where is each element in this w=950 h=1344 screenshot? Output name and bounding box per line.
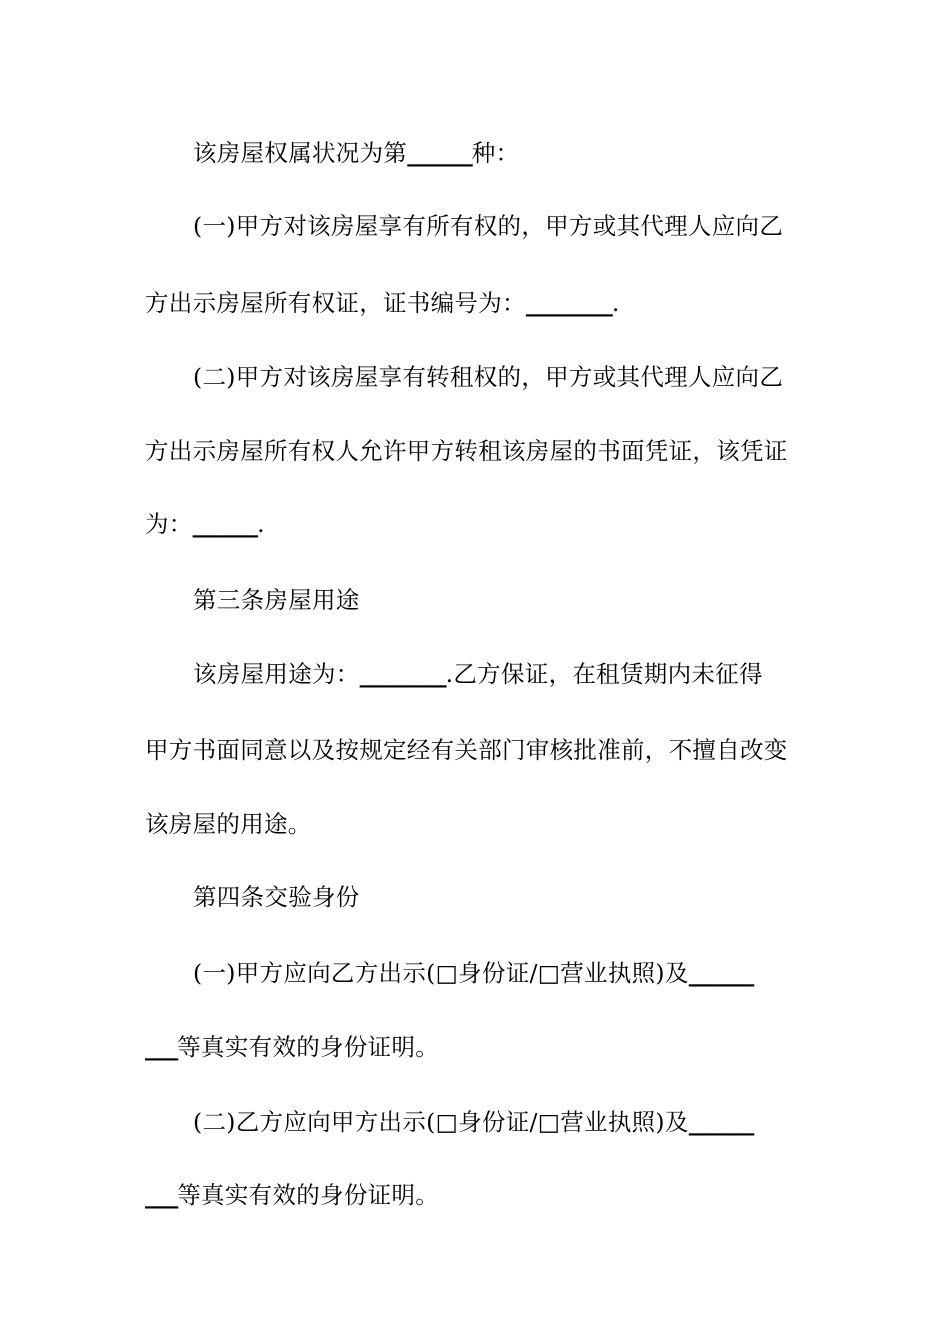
fill-blank[interactable]: ___ bbox=[145, 1181, 178, 1209]
fill-blank[interactable]: ________ bbox=[525, 289, 612, 317]
text: (一)甲方应向乙方出示(□身份证/□营业执照)及 bbox=[193, 959, 689, 987]
section-heading-article-3 bbox=[193, 580, 818, 620]
fill-blank[interactable]: ___ bbox=[145, 1033, 178, 1061]
paragraph-usage-cont bbox=[145, 730, 815, 770]
paragraph-ownership-item-2 bbox=[193, 357, 818, 397]
text: 第四条交验身份 bbox=[193, 883, 360, 911]
text: (二)甲方对该房屋享有转租权的，甲方或其代理人应向乙 bbox=[193, 363, 784, 391]
text: (一)甲方对该房屋享有所有权的，甲方或其代理人应向乙 bbox=[193, 212, 784, 240]
paragraph-ownership-item-1-cont bbox=[145, 283, 815, 323]
text: 为： bbox=[145, 510, 193, 538]
text: 方出示房屋所有权人允许甲方转租该房屋的书面凭证，该凭证 bbox=[145, 437, 788, 465]
paragraph-ownership-item-1 bbox=[193, 206, 818, 246]
paragraph-usage-end bbox=[145, 804, 815, 844]
fill-blank[interactable]: ________ bbox=[359, 660, 446, 688]
text: 该房屋的用途。 bbox=[145, 810, 312, 838]
paragraph-identity-item-1 bbox=[193, 953, 818, 993]
text: 方出示房屋所有权证，证书编号为： bbox=[145, 289, 526, 317]
fill-blank[interactable]: ______ bbox=[192, 510, 258, 538]
text: 种： bbox=[471, 139, 520, 167]
text: . bbox=[257, 510, 265, 538]
paragraph-identity-item-1-cont bbox=[145, 1027, 815, 1067]
paragraph-usage bbox=[193, 654, 818, 694]
fill-blank[interactable]: ______ bbox=[688, 959, 754, 987]
paragraph-identity-item-2 bbox=[193, 1102, 818, 1142]
text: . bbox=[611, 289, 620, 317]
text: 该房屋权属状况为第 bbox=[193, 139, 408, 167]
text: 等真实有效的身份证明。 bbox=[177, 1033, 440, 1061]
paragraph-ownership-status bbox=[193, 133, 818, 173]
text: 甲方书面同意以及按规定经有关部门审核批准前，不擅自改变 bbox=[145, 736, 788, 764]
text: 该房屋用途为： bbox=[193, 660, 360, 688]
fill-blank[interactable]: ______ bbox=[407, 139, 472, 167]
paragraph-identity-item-2-cont bbox=[145, 1175, 815, 1215]
text: 第三条房屋用途 bbox=[193, 586, 360, 614]
paragraph-ownership-item-2-cont bbox=[145, 431, 815, 471]
text: (二)乙方应向甲方出示(□身份证/□营业执照)及 bbox=[193, 1108, 689, 1136]
text: .乙方保证，在租赁期内未征得 bbox=[445, 660, 763, 688]
fill-blank[interactable]: ______ bbox=[688, 1108, 754, 1136]
section-heading-article-4 bbox=[193, 877, 818, 917]
text: 等真实有效的身份证明。 bbox=[177, 1181, 440, 1209]
paragraph-ownership-item-2-end bbox=[145, 504, 815, 544]
